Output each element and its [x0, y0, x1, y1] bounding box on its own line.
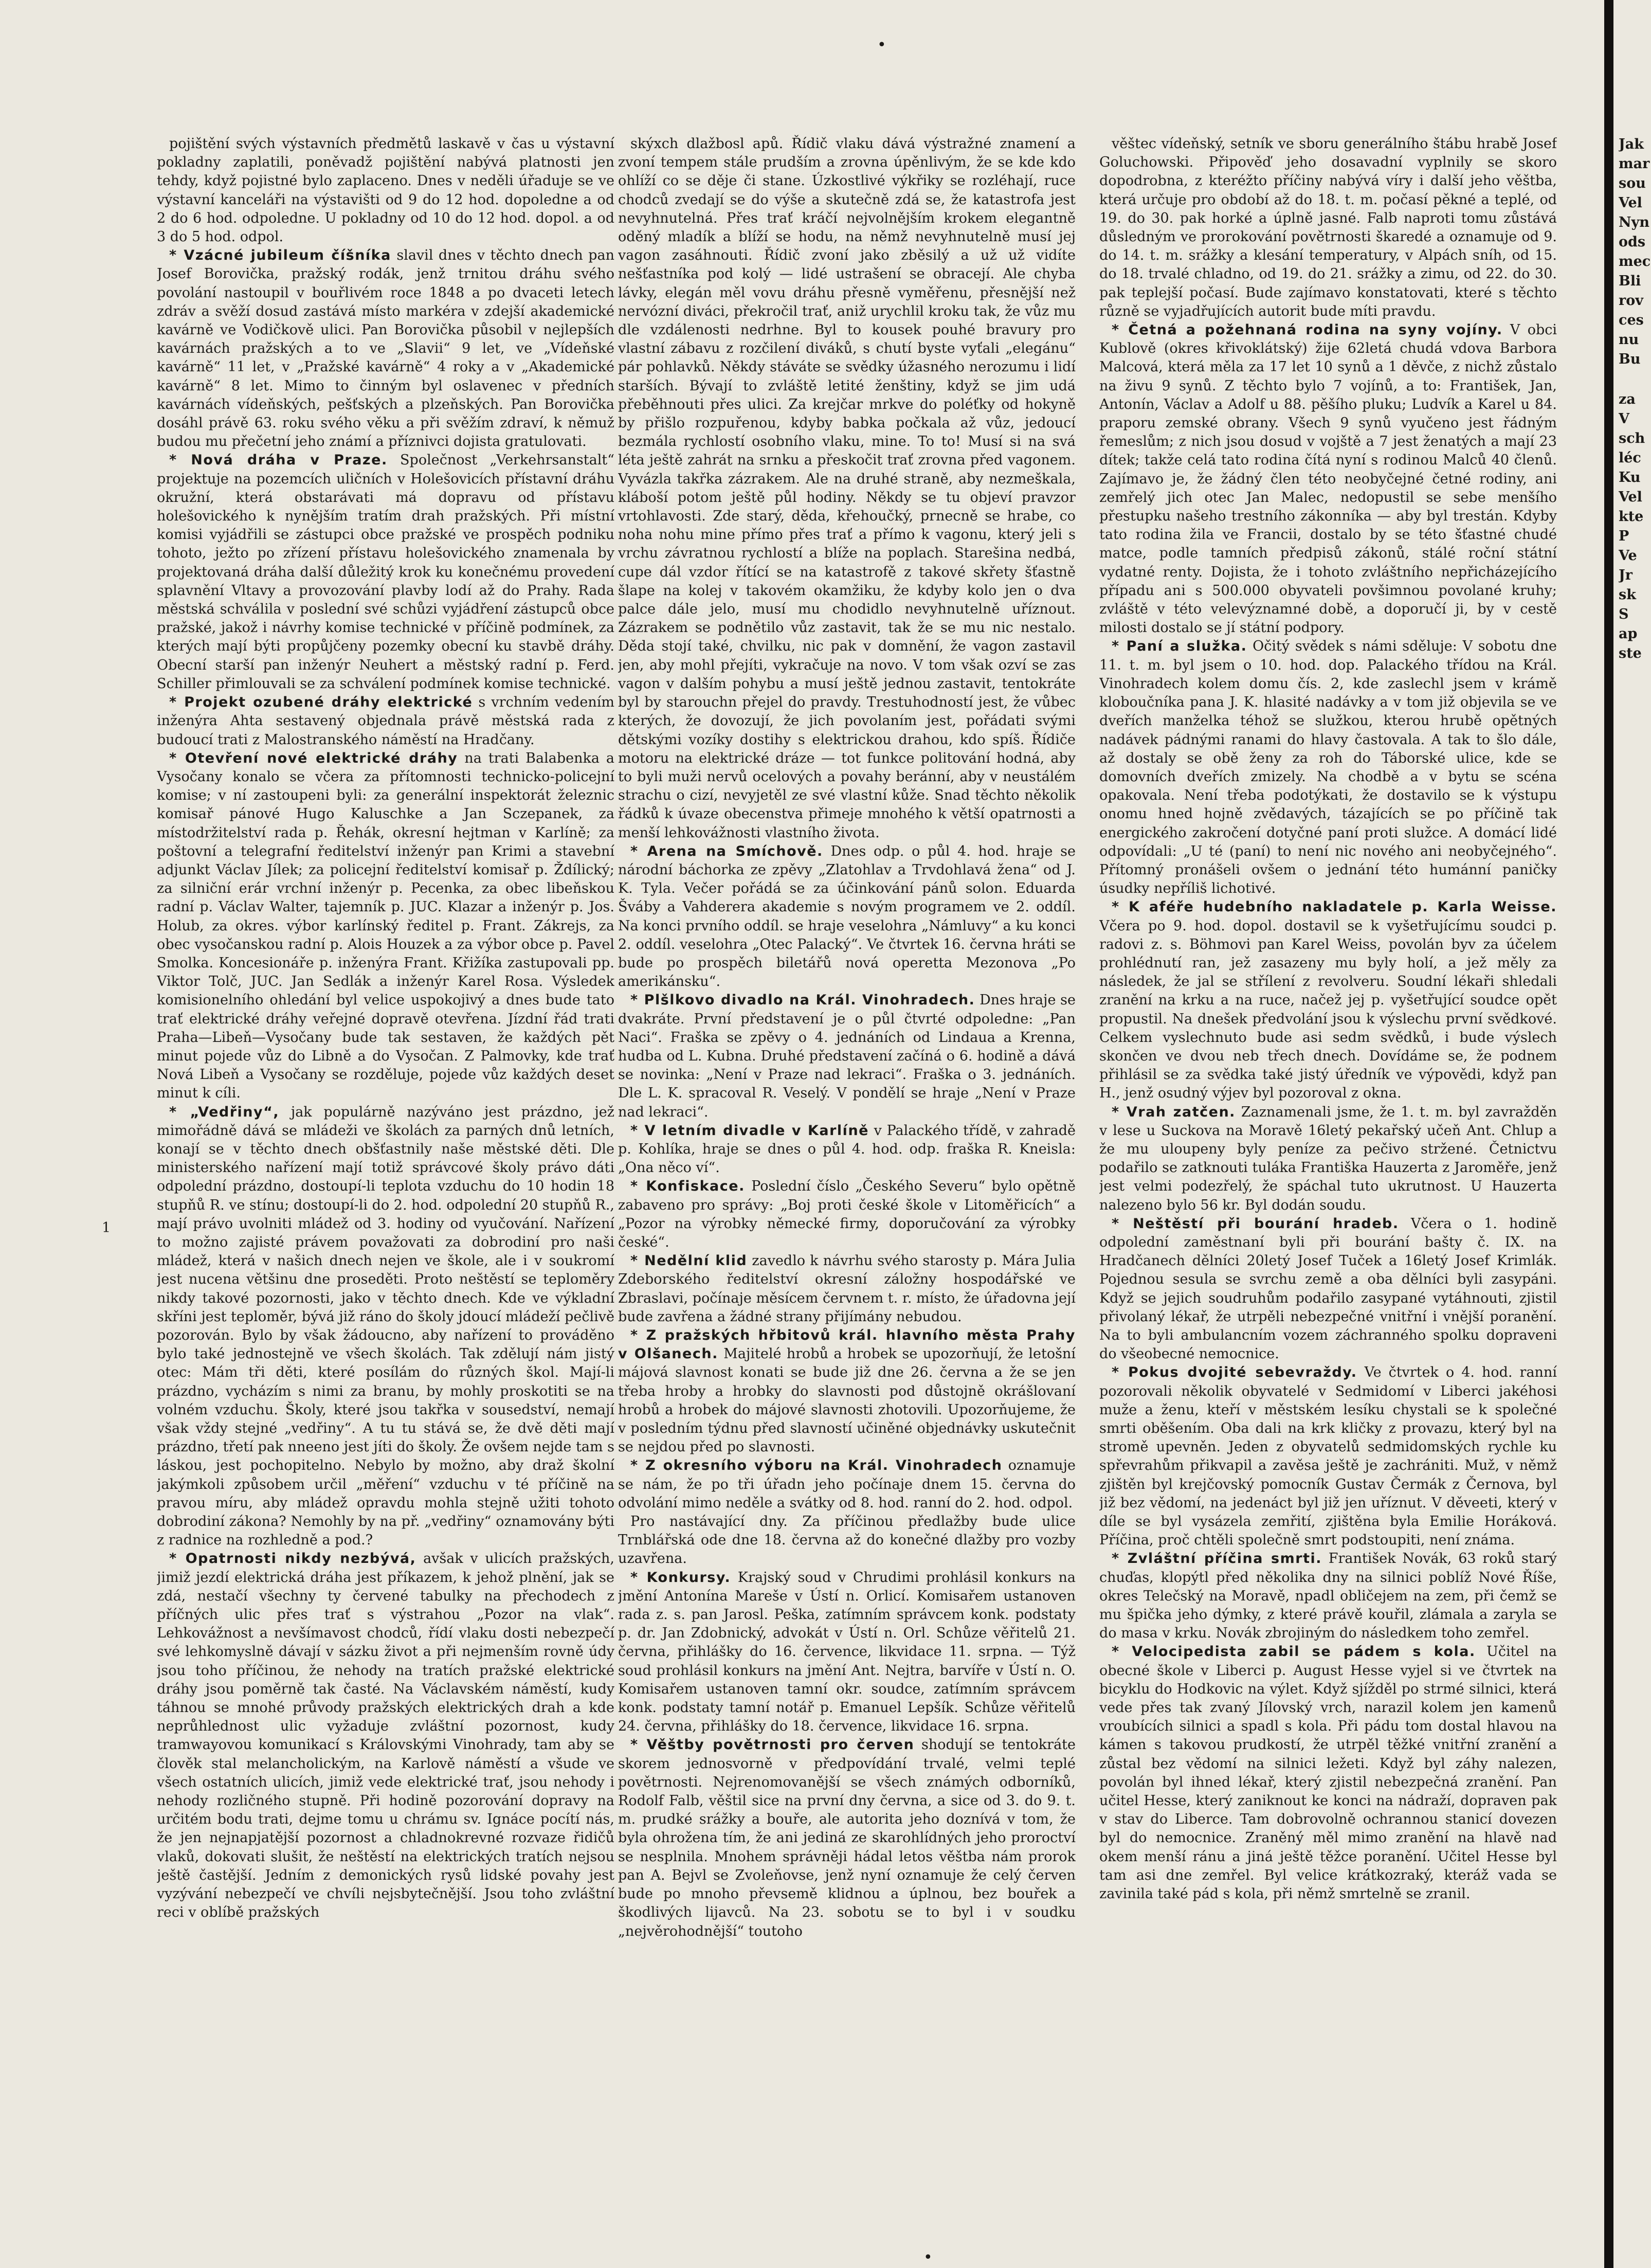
article-body-text: Ve čtvrtek o 4. hod. ranní pozorovali několik obyvatelé v Sedmidomí v Liberci jakéhosi muže a ženu, kteří v městském lesíku chystali se k společné smrti oběšením. Oba dali na krk kličky z provazu, který byl na stromě upevněn. Jeden z obyvatelů sedmidomských rychle ku spřevrahům přikvapil a zavěsa ještě je zachrániti. Muž, v němž zjištěn byl krejčovský pomocník Gustav Čermák z Černova, byl již bez vědomí, na jedenáct byl již jen uříznut. V děveeti, který v díle se byl vysázela zemřití, zjištěna byla Emilie Horáková. Příčina, proč chtěli společně smrt podstoupiti, není známa.: [1099, 1364, 1557, 1549]
edge-text-fragment: V: [1619, 411, 1629, 427]
text-column-1: [157, 135, 614, 2243]
edge-text-fragment: sk: [1619, 587, 1636, 603]
article-headline: * Věštby povětrnosti pro červen: [630, 1737, 915, 1753]
article-paragraph: [618, 1252, 1076, 1326]
article-body-text: Zaznamenali jsme, že 1. t. m. byl zavražděn v lese u Suckova na Moravě 16letý pekařský učeň Ant. Chlup a že mu uloupeny byly peníze za pečivo stržené. Četnictvu podařilo se zatknouti tuláka Františka Hauzerta z Jaroměře, jenž jest velmi podezřelý, že spáchal tuto ukrutnost. U Hauzerta nalezeno bylo 56 kr. Byl dodán soudu.: [1099, 1104, 1557, 1213]
article-body-text: jak populárně nazýváno jest prázdno, jež mimořádně dává se mládeži ve školách za parných dnů letních, konají se v těchto dnech obšťastnily naše městské děti. Dle ministerského nařízení mají totiž správcové školy právo dáti odpolední prázdno, dostoupí-li teplota vzduchu do 10 hodin 18 stupňů R. ve stínu; dostoupí-li do 2. hod. odpolední 20 stupňů R., mají právo uvolniti mládež od 3. hodiny od vyučování. Nařízení to možno zajisté právem považovati za dobrodiní pro naši mládež, která v našich dnech nejen ve škole, ale i v soukromí jest nucena většinu dne proseděti. Proto neštěstí se teploměry nikdy takové pozornosti, jako v těchto dnech. Kde ve výkladní skříni jest teploměr, bývá již ráno do školy jdoucí mládeží pečlivě pozorován. Bylo by však žádoucno, aby nařízení to prováděno bylo také jednostejně ve všech školách. Tak zdělují nám jistý otec: Mám tři děti, které posílám do různých škol. Mají-li prázdno, vycházím s nimi za branu, by mohly proskotiti se na volném vzduchu. Školy, které jsou takřka v sousedství, nemají však vždy stejné „vedřiny“. A tu tu stává se, že dvě děti mají prázdno, třetí pak nneeno jest jíti do školy. Že ovšem nejde tam s láskou, jest pochopitelno. Nebylo by možno, aby draž školní jakýmkoli způsobem určil „měření“ vzduchu v té příčině na pravou míru, aby mládež opravdu mohla stejně užiti tohoto dobrodiní zákona? Nemohly by na př. „vedřiny“ oznamovány býti z radnice na rozhledně a pod.?: [157, 1104, 614, 1549]
article-paragraph: [1099, 1550, 1557, 1643]
edge-text-fragment: za: [1619, 391, 1636, 407]
article-headline: * Z pražských hřbitovů král. hlavního města Prahy v Olšanech.: [618, 1327, 1076, 1362]
edge-text-fragment: rov: [1619, 293, 1643, 309]
article-paragraph: [1099, 1363, 1557, 1550]
article-body-text: Včera o 1. hodině odpolední zaměstnaní byli při bourání bašty č. IX. na Hradčanech dělníci 20letý Josef Tuček a 16letý Josef Krimlák. Pojednou sesula se svrchu země a oba dělníci byli zasypáni. Když se jejich soudruhům podařilo zasypané vytáhnouti, zjistil přivolaný lékař, že utrpěli nebezpečné vnitřní i vnější poranění. Na to byli ambulancním vozem záchranného spolku dopraveni do všeobecné nemocnice.: [1099, 1215, 1557, 1362]
edge-text-fragment: Vel: [1619, 489, 1642, 505]
text-column-2: [618, 135, 1076, 2243]
article-headline: * Plšlkovo divadlo na Král. Vinohradech.: [630, 992, 975, 1009]
article-paragraph: [618, 1513, 1076, 1569]
edge-text-fragment: Ku: [1619, 470, 1641, 485]
article-body-text: Očitý svědek s námi sděluje: V sobotu dne 11. t. m. byl jsem o 10. hod. dop. Palackého třídou na Král. Vinohradech kolem domu čís. 2, kde zaslechl jsem v krámě kloboučníka pana J. K. hlasité nadávky a v tom již objevila se ve dveřích manželka téhož se služkou, kterou hrubě opětných nadávek pádnými ranami do hlavy častovala. A tak to šlo dále, až dostaly se obě ženy za roh do Táborské ulice, kde se domovních dveřích zmizely. Na chodbě a v bytu se scéna opakovala. Není třeba podotýkati, že dostavilo se k výstupu onomu hned hojně zvědavých, tázajících se po příčině tak energického zakročení dotyčné paní proti služce. A domácí lidé odpovídali: „U té (paní) to není nic nového ani neobyčejného“. Přítomný pronášeli ovšem o jednání této humánní paničky úsudky nepříliš lichotivé.: [1099, 638, 1557, 897]
article-body-text: s vrchním vedením inženýra Ahta sestavený objednala právě městská rada z budoucí trati z Malostranského náměstí na Hradčany.: [157, 694, 614, 748]
article-body-text: Společnost „Verkehrsanstalt“ projektuje na pozemcích uličních v Holešovicích přístavní dráhu okružní, která obstarávati má dopravu od přístavu holešovického k nynějším tratím drah pražských. Při místní komisi vyjádřili se zástupci obce pražské ve prospěch podniku tohoto, ježto po zřízení přístavu holešovického znamenala by projektovaná dráha další důležitý krok ku konečnému provedení splavnění Vltavy a provozování plavby lodí až do Prahy. Rada městská schválila v poslední své schůzi vyjádření zástupců obce pražské, jakož i návrhy komise technické v příčině podmínek, za kterých mají býti propůjčeny pozemky obecní ku stavbě dráhy. Obecní starší pan inženýr Neuhert a městský radní p. Ferd. Schiller přimlouvali se za schválení podmínek komise technické.: [157, 452, 614, 692]
article-headline: * Vzácné jubileum číšníka: [169, 247, 391, 264]
article-body-text: Dnes odp. o půl 4. hod. hraje se národní báchorka ze zpěvy „Zlatohlav a Trvdohlavá žena“ od J. K. Tyla. Večer pořádá se za účinkování pánů solon. Eduarda Šváby a Vahderera akademie s novým programem ve 2. oddíl. Na konci prvního oddíl. se hraje veselohra „Námluvy“ a ku konci 2. oddíl. veselohra „Otec Palacký“. Ve čtvrtek 16. června hráti se bude po prospěch biletářů nová operetta Mezonova „Po amerikánsku“.: [618, 843, 1076, 990]
article-paragraph: [618, 1177, 1076, 1252]
article-body-text: pojištění svých výstavních předmětů laskavě v čas u výstavní pokladny zaplatili, poněvadž pojištění nabývá platnosti jen tehdy, když pojistné bylo zaplaceno. Dnes v neděli úřaduje se ve výstavní kanceláři na výstavišti od 9 do 12 hod. dopoledne a od 2 do 6 hod. odpoledne. U pokladny od 10 do 12 hod. dopol. a od 3 do 5 hod. odpol.: [157, 136, 614, 245]
article-paragraph: [1099, 1643, 1557, 1903]
article-paragraph: [157, 451, 614, 693]
article-headline: * Paní a služka.: [1112, 638, 1247, 655]
article-paragraph: [157, 1103, 614, 1550]
edge-text-fragment: Ve: [1619, 548, 1637, 564]
edge-text-fragment: Jak: [1619, 136, 1644, 152]
article-headline: * Nedělní klid: [630, 1253, 748, 1269]
text-column-3: [1099, 135, 1557, 2243]
article-paragraph: [1099, 637, 1557, 898]
edge-text-fragment: P: [1619, 528, 1629, 544]
edge-text-fragment: mec: [1619, 254, 1651, 269]
article-headline: * „Vedřiny“,: [169, 1104, 280, 1120]
article-paragraph: [157, 693, 614, 749]
article-body-text: zavedlo k návrhu svého starosty p. Mára Julia Zdeborského ředitelství okresní záložny hospodářské ve Zbraslavi, počínaje měsícem červnem t. r. místo, že úřadovna její bude zavřena a žádné strany přijímány nebudou.: [618, 1253, 1076, 1325]
edge-text-fragment: ces: [1619, 312, 1644, 328]
article-body-text: avšak v ulicích pražských, jimiž jezdí elektrická dráha jest příkazem, k jehož plnění, jak se zdá, nestačí všechny ty červené tabulky na přechodech z příčných ulic přes trať s výstrahou „Pozor na vlak“. Lehkovážnost a nevšímavost chodců, řídí vlaku dosti nebezpečí své lehkomyslně dávají v sázku život a při nejmenším rovně údy jsou toho příčinou, že nehody na tratích pražské elektrické dráhy jsou poměrně tak časté. Na Václavském náměstí, kudy táhnou se mnohé průvody pražských elektrických drah a kde neprůhlednost ulic vyžaduje zvláštní pozornost, kudy tramwayovou komunikací s Královskými Vinohrady, tam aby se člověk stal melancholickým, na Karlově náměstí a všude ve všech ostatních ulicích, jimiž vede elektrické trať, jsou nehody i nehody rozličného stupně. Při hodině pozorování dopravy na určitém bodu trati, dejme tomu u chrámu sv. Ignáce pocítí nás, že jen nejnapjatější pozornost a chladnokrevné rozvaze řidičů vlaků, dokovati slušit, že neštěstí na elektrických tratích nejsou ještě častější. Jedním z demonických rysů lidské povahy jest vyzývání nebezpečí ve chvíli nejsbytečnější. Jsou toho zvláštní reci v oblíbě pražských: [157, 1551, 614, 1921]
article-paragraph: [618, 1736, 1076, 1940]
article-headline: * Velocipedista zabil se pádem s kola.: [1112, 1644, 1476, 1660]
article-headline: * Neštěstí při bourání hradeb.: [1112, 1215, 1399, 1232]
article-paragraph: [157, 749, 614, 1103]
edge-text-fragment: Vel: [1619, 195, 1642, 211]
article-body-text: Poslední číslo „Českého Severu“ bylo opětně zabaveno pro správy: „Boj proti české škole v Litoměřicích“ a „Pozor na výrobky německé firmy, doporučování za výrobky české“.: [618, 1178, 1076, 1250]
article-paragraph: [618, 1456, 1076, 1513]
article-paragraph: [1099, 321, 1557, 637]
article-body-text: shodují se tentokráte skorem jednosvorně v předpovídání trvalé, velmi teplé povětrnosti. Nejrenomovanější se všech známých odborníků, Rodolf Falb, věštil sice na první dny června, a sice od 3. do 9. t. m. prudké srážky a bouře, ale autorita jeho doznívá v tom, že byla ohrožena tím, že ani jediná ze skarohlídných jeho proroctví se nesplnila. Mnohem správněji hádal letos věštba nám prorok pan A. Bejvl se Zvoleňovse, jenž nyní oznamuje že celý červen bude po mnoho převsemě klidnou a úplnou, bez bouřek a škodlivých lijavců. Na 23. sobotu se to byl i v soudku „nejvěrohodnější“ toutoho: [618, 1737, 1076, 1939]
article-body-text: Pro nastávající dny. Za příčinou předlažby bude ulice Trnblářská ode dne 18. června až do konečné dlažby pro vozby uzavřena.: [618, 1514, 1076, 1567]
article-paragraph: [618, 991, 1076, 1121]
article-body-text: skýxch dlažbosl apů. Řídič vlaku dává výstražné znamení a zvoní tempem stále prudším a zrovna úpěnlivým, že se kde kdo ohlíží co se děje či stane. Úzkostlivé výkřiky se rozléhají, ruce chodců zvedají se do výše a skutečně zdá se, že katastrofa jest nevyhnutelná. Přes trať kráčí nejvolnějším krokem elegantně oděný mladík a blíží se hodu, na němž nevyhnutelně musí jej vagon zasáhnouti. Řídič zvoní jako zběsilý a už už vidíte nešťastníka pod kolý — lidé ustrašení se obracejí. Ale chyba lávky, elegán měl vovu dráhu přesně vyměřenu, přesnější než nervózní diváci, překročil trať, aniž urychlil kroku tak, že vůz mu dle vzdálenosti nedrhne. Byl to kousek pouhé bravury pro vlastní zábavu z rozčilení diváků, s chutí byste vyťali „elegánu“ pár pohlavků. Někdy stáváte se svědky úžasného nerozumu i lidí starších. Bývají to zvláště letité ženštiny, když se jim udá přeběhnouti přes ulici. Za krejčar mrkve do poléťky od hokyně by přišlo rozpuřenou, kdyby babka počkala až vůz, jedoucí bezmála rychlostí osobního vlaku, mine. To to! Musí si na svá léta ještě zahrát na srnku a přeskočit trať zrovna před vagonem. Vyvázla takřka zázrakem. Ale na druhé straně, aby nezmeškala, kláboší potom ještě půl hodiny. Někdy se tu objeví pravzor vrtohlavosti. Zde starý, děda, křehoučký, prnecně se hrabe, co noha nohu mine přímo přes trať a přímo k vagonu, který jeli s vrchu závratnou rychlostí a blíže na poplach. Starešina nedbá, cupe dál vzdor řítící se na katastrofě z takové skřety šťastně šlape na kolej v takovém okamžiku, že kdyby kolo jen o dva palce dále jelo, musí mu chodidlo nevyhnutelně uříznout. Zázrakem se podnětilo vůz zastavit, tak že se mu nic nestalo. Děda stojí také, chvilku, nic pak v domnění, že vagon zastavil jen, aby mohl přejíti, vykračuje na novo. V tom však ozví se zas vagon v dalším pohybu a musí ještě jednou zastavit, tentokráte byl by starouchn přejel do pravdy. Trestuhodností jest, že vůbec kterých, že dovozují, že jich povolaním jest, pořádati svými dětskými vozíky dostihy s elektrickou drahou, kdo spíš. Řídiče motoru na elektrické dráze — tot funkce politování hodná, aby to byli muži nervů ocelových a povahy beránní, aby v neustálém strachu o cizí, nevyjetěl ze své vlastní kůže. Snad těchto několik řádků k úvaze obecenstva přimeje mnohého k větší opatrnosti a menší lehkovážnosti vlastního života.: [618, 136, 1076, 841]
article-body-text: Krajský soud v Chrudimi prohlásil konkurs na jmění Antonína Mareše v Ústí n. Orlicí. Komisařem ustanoven rada z. s. pan Jarosl. Peška, zatímním správcem konk. podstaty p. dr. Jan Zdobnický, advokát v Ústí n. Orl. Schůze věřitelů 21. června, přihlášky do 16. července, likvidace 11. srpna. — Týž soud prohlásil konkurs na jmění Ant. Nejtra, barvíře v Ústí n. O. Komisařem ustanoven tamní okr. soudce, zatímním správcem konk. podstaty tamní notář p. Emanuel Lepšík. Schůze věřitelů 24. června, přihlášky do 18. července, likvidace 16. srpna.: [618, 1569, 1076, 1735]
article-paragraph: [1099, 898, 1557, 1103]
article-paragraph: [618, 1569, 1076, 1736]
article-paragraph: [618, 1122, 1076, 1178]
margin-mark: 1: [102, 1220, 111, 1236]
article-body-text: František Novák, 63 roků starý chuďas, klopýtl před několika dny na silnici poblíž Nové Říše, okres Telečský na Moravě, npadl obličejem na zem, při čemž se mu špička jeho dýmky, z které právě kouřil, zlámala a zaryla se do masa v krku. Novák zbrojiným do následkem toho zemřel.: [1099, 1551, 1557, 1642]
article-paragraph: [157, 246, 614, 451]
edge-text-fragment: mar: [1619, 156, 1650, 172]
article-paragraph: [1099, 1103, 1557, 1215]
edge-text-fragment: S: [1619, 606, 1629, 622]
article-body-text: Učitel na obecné škole v Liberci p. August Hesse vyjel si ve čtvrtek na bicyklu do Hodkovic na výlet. Když sjížděl po strmé silnici, která vede přes tak zvaný Jílovský vrch, narazil kolem jen kamenů vroubících silnici a spadl s kola. Při pádu tom dostal hlavou na kámen s takovou prudkostí, že utrpěl těžké vnitřní zranění a zůstal bez vědomí na silnici ležeti. Když byl záhy nalezen, povolán byl ihned lékař, který zjistil nebezpečná zranění. Pan učitel Hesse, který zaniknout ke konci na nádraží, dopraven pak v stav do Liberce. Tam dobrovolně ochrannou stanicí dovezen byl do nemocnice. Zraněný měl mimo zranění na hlavě nad okem menší ránu a jiná ještě těžce poranění. Učitel Hesse byl tam asi dne zemřel. Byl velice krátkozraký, kteráž vada se zavinila také pád s kola, při němž smrtelně se zranil.: [1099, 1644, 1557, 1902]
article-headline: * Vrah zatčen.: [1112, 1104, 1236, 1120]
article-headline: * Zvláštní příčina smrti.: [1112, 1551, 1322, 1567]
article-headline: * Četná a požehnaná rodina na syny vojíny.: [1112, 322, 1503, 338]
edge-text-fragment: Bli: [1619, 273, 1641, 289]
edge-text-fragment: ste: [1619, 645, 1642, 661]
article-paragraph: [1099, 1215, 1557, 1364]
printing-speck: •: [923, 2248, 933, 2266]
edge-text-fragment: Nyn: [1619, 214, 1649, 230]
article-headline: * K aféře hudebního nakladatele p. Karla Weisse.: [1112, 899, 1557, 915]
printing-speck: •: [877, 36, 886, 54]
edge-text-fragment: Jr: [1619, 567, 1632, 583]
article-body-text: v Palackého třídě, v zahradě p. Kohlíka, hraje se dnes o půl 4. hod. odp. fraška R. Kneisla: „Ona něco ví“.: [618, 1122, 1076, 1176]
article-body-text: oznamuje se nám, že po tři úřadn jeho počínaje dnem 15. června do odvolání mimo neděle a svátky od 8. hod. ranní do 2. hod. odpol.: [618, 1457, 1076, 1511]
article-headline: * Z okresního výboru na Král. Vinohradech: [630, 1457, 1003, 1474]
article-paragraph: [618, 135, 1076, 842]
article-headline: * Konkursy.: [630, 1569, 731, 1586]
article-paragraph: [618, 842, 1076, 992]
article-body-text: Majitelé hrobů a hrobek se upozorňují, že letošní májová slavnost konati se bude již dne 26. června a že se jen třeba hroby a hrobky do slavnosti pod důstojně okrášlovaní hrobů a hrobek do májové slavnosti zhotovili. Upozorňujeme, že v posledním týdnu před slavností učiněné objednávky uskutečnit se nejdou před po slavnosti.: [618, 1346, 1076, 1455]
edge-text-fragment: sch: [1619, 430, 1645, 446]
article-body-text: věštec vídeňský, setník ve sboru generálního štábu hrabě Josef Goluchowski. Připověď jeho dosavadní vyplnily se skoro dopodrobna, z kteréžto příčiny nabývá víry i další jeho věštba, která určuje pro období až do 18. t. m. počasí pěkné a teplé, od 19. do 30. pak horké a úplně jasné. Falb naproti tomu zůstává důsledným ve prorokování povětrnosti škaredé a oznamuje od 9. do 14. t. m. srážky a klesání temperatury, v Alpách sníh, od 15. do 18. trvalé chladno, od 19. do 21. srážky a zimu, od 22. do 30. pak teplejší počasí. Bude zajímavo konstatovati, které s těchto různě se vyjadřujících autorit bude míti pravdu.: [1099, 136, 1557, 319]
edge-text-fragment: ods: [1619, 234, 1646, 250]
edge-text-fragment: kte: [1619, 509, 1644, 525]
article-headline: * V letním divadle v Karlíně: [630, 1122, 869, 1139]
page-edge-gutter: [1604, 0, 1613, 2268]
article-headline: * Opatrnosti nikdy nezbývá,: [169, 1551, 416, 1567]
edge-text-fragment: Bu: [1619, 351, 1641, 367]
article-paragraph: [157, 1550, 614, 1922]
article-body-text: Dnes hraje se dvakráte. První představení je o půl čtvrté odpoledne: „Pan Naci“. Fraška se zpěvy o 4. jednáních od Lindaua a Krenna, hudba od L. Kubna. Druhé představení začíná o 6. hodině a dává se novinka: „Není v Praze nad lekraci“. Fraška o 3. jednáních. Dle L. K. spracoval R. Veselý. V pondělí se hraje „Není v Praze nad lekraci“.: [618, 992, 1076, 1120]
article-headline: * Projekt ozubené dráhy elektrické: [169, 694, 473, 711]
article-paragraph: [157, 135, 614, 246]
article-body-text: Včera po 9. hod. dopol. dostavil se k vyšetřujícímu soudci p. radovi z. s. Böhmovi pan Karel Weiss, povolán byv za účelem prohlédnutí ran, jež zasazeny mu byly holí, a jež měly za následek, že jal se střílení z revolveru. Soudní lékaři shledali zranění na krku a na ruce, načež jej p. vyšetřující soudce opět propustil. Na dnešek předvolání jsou k výslechu první svědkové. Celkem vyslechnuto bude asi sedm svědků, i bude výslech skončen ve dvou neb třech dnech. Dovídáme se, že podnem přihlásil se za svědka také jistý úředník ve výpovědi, když pan H., jenž osudný výjev byl pozoroval z okna.: [1099, 917, 1557, 1102]
edge-text-fragment: ap: [1619, 626, 1638, 642]
article-paragraph: [1099, 135, 1557, 321]
article-body-text: slavil dnes v těchto dnech pan Josef Borovička, pražský rodák, jenž trnitou dráhu svého povolání nastoupil v bouřlivém roce 1848 a po dvaceti letech zdráv a svěží dosud zastává místo markéra v zdejší akademické kavárně ve Vodičkově ulici. Pan Borovička působil v nejlepších kavárnách pražských a to ve „Slavii“ 9 let, ve „Vídeňské kavárně“ 11 let, v „Pražské kavárně“ 4 roky a v „Akademické kavárně“ 8 let. Mimo to činným byl oslavenec v předních kavárnách vídeňských, pešťských a plzeňských. Pan Borovička dosáhl právě 63. roku svého věku a při svěžím zdraví, k němuž budou mu přečetní jeho známí a příznivci dojista gratulovati.: [157, 247, 614, 450]
article-paragraph: [618, 1326, 1076, 1456]
edge-text-fragment: léc: [1619, 450, 1641, 466]
article-headline: * Konfiskace.: [630, 1178, 745, 1195]
adjacent-page-edge-column: [1619, 135, 1651, 663]
article-body-text: V obci Kublově (okres křivoklátský) žije 62letá chudá vdova Barbora Malcová, která měla za 17 let 10 synů a 1 děvče, z nichž zůstalo na živu 9 synů. Z těchto bylo 7 vojínů, a to: František, Jan, Antonín, Václav a Adolf u 88. pěšího pluku; Ludvík a Karel u 84. praporu zemské obrany. Všech 9 synů vyučeno jest řádným řemeslům; z nich jsou dosud v vojště a 7 jest ženatých a mají 23 dítek; takže celá tato rodina čítá nyní s rodinou Malců 40 členů. Zajímavo je, že žádný člen této neobyčejné četné rodiny, ani zemřelý jich otec Jan Malec, nedopustil se sebe menšího přestupku našeho trestního zákonníka — aby byl trestán. Kdyby tato rodina žila ve Francii, dostalo by se této šťastné chudé matce, podle tamních předpisů zákonů, stálé roční státní vydatné renty. Dojista, že i tohoto zvláštního nepřicházejícího případu ani s 500.000 obyvateli povšimnou povolané kruhy; zvláště v této velevýznamné době, a doporučí ji, by v cestě milosti dostalo se jí státní podpory.: [1099, 322, 1557, 636]
edge-text-fragment: sou: [1619, 175, 1646, 191]
article-headline: * Nová dráha v Praze.: [169, 452, 388, 469]
article-headline: * Arena na Smíchově.: [630, 843, 823, 859]
article-headline: * Otevření nové elektrické dráhy: [169, 750, 458, 766]
article-body-text: na trati Balabenka a Vysočany konalo se včera za přítomnosti technicko-policejní komise; v ní zastoupeni byli: za generální inspektorát železnic komisař pánové Hugo Kaluschke a Jan Sczepanek, za místodržitelství rada p. Řehák, okresní hejtman v Karlíně; za poštovní a telegrafní ředitelství inženýr pan Krimi a stavební adjunkt Václav Jílek; za policejní ředitelství komisař p. Ždílický; za silniční erár vrchní inženýr p. Pecenka, za obec libeňskou radní p. Václav Walter, tajemník p. JUC. Klazar a inženýr p. Jos. Holub, za okres. výbor karlínský ředitel p. Frant. Zákrejs, za obec vysočanskou radní p. Alois Houzek a za výbor obce p. Pavel Smolka. Koncesionáře p. inženýra Frant. Křižíka zastupovali pp. Viktor Tolč, JUC. Jan Sedlák a inženýr Karel Rosa. Výsledek komisionelního ohledání byl velice uspokojivý a dnes bude tato trať elektrické dráhy veřejné dopravě otevřena. Jízdní řád trati Praha—Libeň—Vysočany bude tak sestaven, že každých pět minut pojede vůz do Libně a do Vysočan. Z Palmovky, kde trať Nová Libeň a Vysočany se rozděluje, pojede vůz každých deset minut k cíli.: [157, 750, 614, 1102]
edge-text-fragment: nu: [1619, 332, 1639, 348]
article-headline: * Pokus dvojité sebevraždy.: [1112, 1364, 1357, 1381]
